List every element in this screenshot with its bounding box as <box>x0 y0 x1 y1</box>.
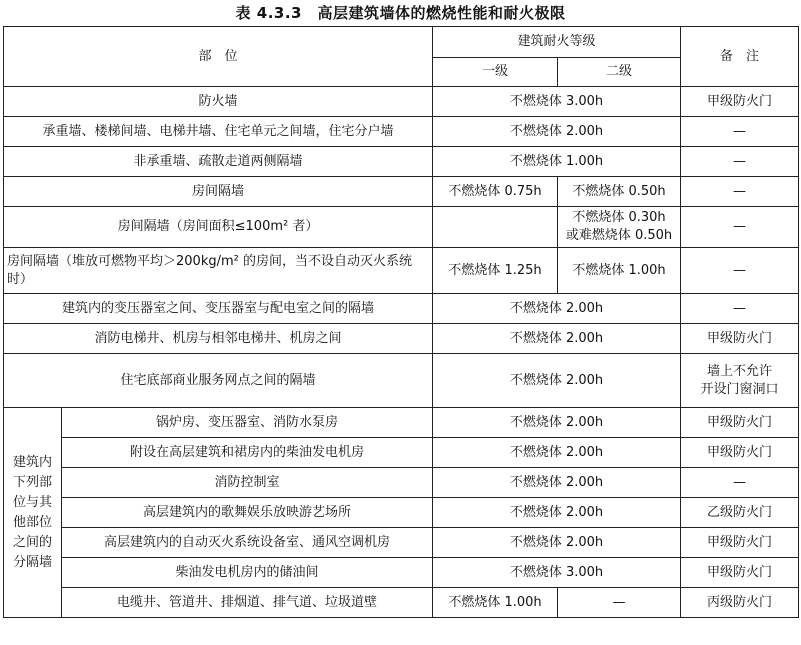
table-row <box>4 588 799 618</box>
table-row <box>4 248 799 294</box>
table-row <box>4 117 799 147</box>
cell-remark: — <box>681 117 799 147</box>
cell-part: 承重墙、楼梯间墙、电梯井墙、住宅单元之间墙，住宅分户墙 <box>4 117 433 147</box>
cell-remark: 甲级防火门 <box>681 528 799 558</box>
table-row <box>4 558 799 588</box>
table-row <box>4 87 799 117</box>
header-grade-2: 二级 <box>558 58 681 87</box>
cell-part: 非承重墙、疏散走道两侧隔墙 <box>4 147 433 177</box>
cell-part: 房间隔墙（堆放可燃物平均＞200kg/m² 的房间，当不设自动灭火系统时） <box>4 248 433 294</box>
fire-resistance-table <box>3 26 799 618</box>
cell-rating: 不燃烧体 2.00h <box>433 498 681 528</box>
cell-remark: 甲级防火门 <box>681 558 799 588</box>
table-row <box>4 354 799 408</box>
cell-grade-1: 不燃烧体 1.00h <box>433 588 558 618</box>
header-fire-rating: 建筑耐火等级 <box>433 27 681 58</box>
cell-remark: 甲级防火门 <box>681 324 799 354</box>
cell-rating: 不燃烧体 3.00h <box>433 558 681 588</box>
header-grade-1: 一级 <box>433 58 558 87</box>
header-remark: 备 注 <box>681 27 799 87</box>
cell-remark: 甲级防火门 <box>681 438 799 468</box>
cell-grade-1: 不燃烧体 1.25h <box>433 248 558 294</box>
cell-rating: 不燃烧体 1.00h <box>433 147 681 177</box>
cell-grade-2-line-1: 不燃烧体 0.30h <box>572 210 666 225</box>
group-label-line: 之间的 <box>12 534 52 550</box>
group-label-line: 建筑内 <box>12 454 52 470</box>
cell-grade-1: 不燃烧体 0.75h <box>433 177 558 207</box>
header-part: 部 位 <box>4 27 433 87</box>
cell-remark: 丙级防火门 <box>681 588 799 618</box>
cell-part: 电缆井、管道井、排烟道、排气道、垃圾道壁 <box>62 588 433 618</box>
cell-remark: 甲级防火门 <box>681 408 799 438</box>
cell-part: 住宅底部商业服务网点之间的隔墙 <box>4 354 433 408</box>
cell-part: 锅炉房、变压器室、消防水泵房 <box>62 408 433 438</box>
group-label <box>4 408 62 618</box>
table-row <box>4 147 799 177</box>
cell-grade-2 <box>558 207 681 248</box>
cell-remark: — <box>681 207 799 248</box>
group-label-line: 位与其 <box>12 494 52 510</box>
cell-part: 防火墙 <box>4 87 433 117</box>
cell-rating: 不燃烧体 2.00h <box>433 294 681 324</box>
cell-grade-2: — <box>558 588 681 618</box>
cell-grade-2-line-2: 或难燃烧体 0.50h <box>565 228 673 243</box>
table-row <box>4 207 799 248</box>
cell-rating: 不燃烧体 2.00h <box>433 408 681 438</box>
table-row <box>4 468 799 498</box>
cell-remark: — <box>681 468 799 498</box>
cell-remark <box>681 354 799 408</box>
cell-rating: 不燃烧体 2.00h <box>433 468 681 498</box>
fire-resistance-table-wrapper <box>3 26 799 618</box>
group-label-line: 下列部 <box>12 474 52 490</box>
cell-remark-line-1: 墙上不允许 <box>707 363 773 379</box>
table-row <box>4 294 799 324</box>
cell-part: 消防控制室 <box>62 468 433 498</box>
table-row <box>4 408 799 438</box>
cell-remark: — <box>681 294 799 324</box>
cell-part: 附设在高层建筑和裙房内的柴油发电机房 <box>62 438 433 468</box>
cell-part: 高层建筑内的歌舞娱乐放映游艺场所 <box>62 498 433 528</box>
cell-remark: — <box>681 147 799 177</box>
cell-part: 房间隔墙（房间面积≤100m² 者） <box>4 207 433 248</box>
cell-remark: 甲级防火门 <box>681 87 799 117</box>
table-row <box>4 324 799 354</box>
table-row <box>4 528 799 558</box>
cell-remark: — <box>681 248 799 294</box>
table-row <box>4 438 799 468</box>
cell-remark: — <box>681 177 799 207</box>
cell-remark-line-2: 开设门窗洞口 <box>700 381 779 397</box>
cell-rating: 不燃烧体 2.00h <box>433 324 681 354</box>
cell-remark: 乙级防火门 <box>681 498 799 528</box>
cell-grade-2: 不燃烧体 0.50h <box>558 177 681 207</box>
cell-rating: 不燃烧体 2.00h <box>433 117 681 147</box>
header-row-1 <box>4 27 799 58</box>
cell-part: 房间隔墙 <box>4 177 433 207</box>
cell-part: 建筑内的变压器室之间、变压器室与配电室之间的隔墙 <box>4 294 433 324</box>
cell-part: 消防电梯井、机房与相邻电梯井、机房之间 <box>4 324 433 354</box>
table-row <box>4 177 799 207</box>
cell-part: 高层建筑内的自动灭火系统设备室、通风空调机房 <box>62 528 433 558</box>
group-label-line: 他部位 <box>12 514 52 530</box>
group-label-line: 分隔墙 <box>12 554 52 570</box>
cell-grade-1 <box>433 207 558 248</box>
cell-part: 柴油发电机房内的储油间 <box>62 558 433 588</box>
cell-rating: 不燃烧体 2.00h <box>433 354 681 408</box>
table-row <box>4 498 799 528</box>
cell-rating: 不燃烧体 3.00h <box>433 87 681 117</box>
cell-grade-2: 不燃烧体 1.00h <box>558 248 681 294</box>
table-title: 表 4.3.3 高层建筑墙体的燃烧性能和耐火极限 <box>235 4 566 22</box>
cell-rating: 不燃烧体 2.00h <box>433 438 681 468</box>
cell-rating: 不燃烧体 2.00h <box>433 528 681 558</box>
